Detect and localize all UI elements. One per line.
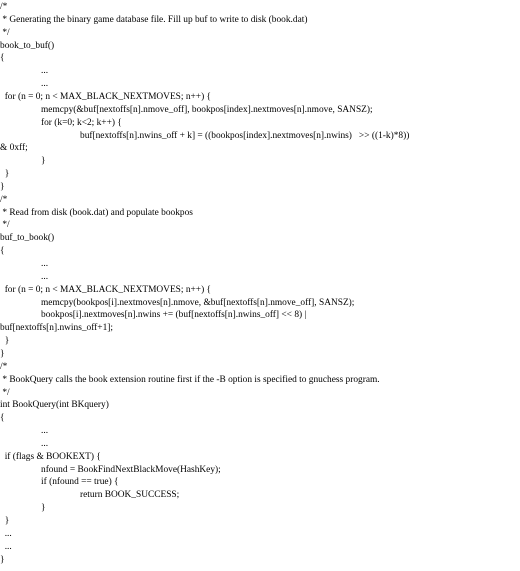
code-line: * Read from disk (book.dat) and populate bookpos	[0, 207, 193, 218]
code-line: {	[0, 53, 5, 64]
code-line: buf[nextoffs[n].nwins_off + k] = ((bookpos[index].nextmoves[n].nwins) >> ((1-k)*8))	[80, 130, 410, 141]
code-line: */	[0, 220, 10, 231]
code-line: * BookQuery calls the book extension routine first if the -B option is specified to gnuchess program.	[0, 374, 380, 385]
code-line: int BookQuery(int BKquery)	[0, 400, 109, 411]
code-line: }	[0, 554, 5, 565]
code-line: }	[0, 348, 5, 359]
code-line: ...	[41, 271, 49, 282]
code-line: ...	[0, 541, 12, 552]
code-line: & 0xff;	[0, 143, 28, 154]
code-line: }	[0, 181, 5, 192]
code-line: }	[41, 503, 46, 514]
code-line: {	[0, 246, 5, 257]
code-line: for (k=0; k<2; k++) {	[41, 117, 122, 128]
code-line: ...	[41, 426, 49, 437]
code-line: ...	[41, 66, 49, 77]
code-line: if (nfound == true) {	[41, 477, 119, 488]
code-line: bookpos[i].nextmoves[n].nwins += (buf[nextoffs[n].nwins_off] << 8) |	[41, 310, 307, 321]
code-line: for (n = 0; n < MAX_BLACK_NEXTMOVES; n++) {	[0, 92, 212, 102]
code-line: * Generating the binary game database file. Fill up buf to write to disk (book.dat)	[0, 14, 308, 25]
code-line: */	[0, 27, 10, 38]
code-line: }	[0, 336, 10, 347]
code-line: ...	[41, 79, 49, 90]
code-line: ...	[41, 438, 49, 449]
code-line: /*	[0, 194, 8, 205]
code-line: }	[41, 156, 46, 167]
code-line: {	[0, 413, 5, 424]
code-line: return BOOK_SUCCESS;	[80, 490, 180, 501]
code-line: ...	[41, 259, 49, 269]
code-line: for (n = 0; n < MAX_BLACK_NEXTMOVES; n++) {	[0, 284, 212, 295]
code-line: if (flags & BOOKEXT) {	[0, 451, 101, 462]
code-line: memcpy(&buf[nextoffs[n].nmove_off], bookpos[index].nextmoves[n].nmove, SANSZ);	[41, 104, 373, 115]
code-line: }	[0, 516, 10, 526]
code-line: memcpy(bookpos[i].nextmoves[n].nmove, &buf[nextoffs[n].nmove_off], SANSZ);	[41, 297, 355, 308]
code-line: nfound = BookFindNextBlackMove(HashKey);	[41, 464, 221, 475]
code-line: */	[0, 387, 10, 398]
code-line: book_to_buf()	[0, 40, 55, 51]
code-line: /*	[0, 2, 8, 12]
code-line: buf_to_book()	[0, 233, 55, 244]
code-line: ...	[0, 528, 12, 539]
code-line: /*	[0, 361, 8, 372]
code-line: buf[nextoffs[n].nwins_off+1];	[0, 323, 113, 334]
code-line: }	[0, 169, 10, 179]
